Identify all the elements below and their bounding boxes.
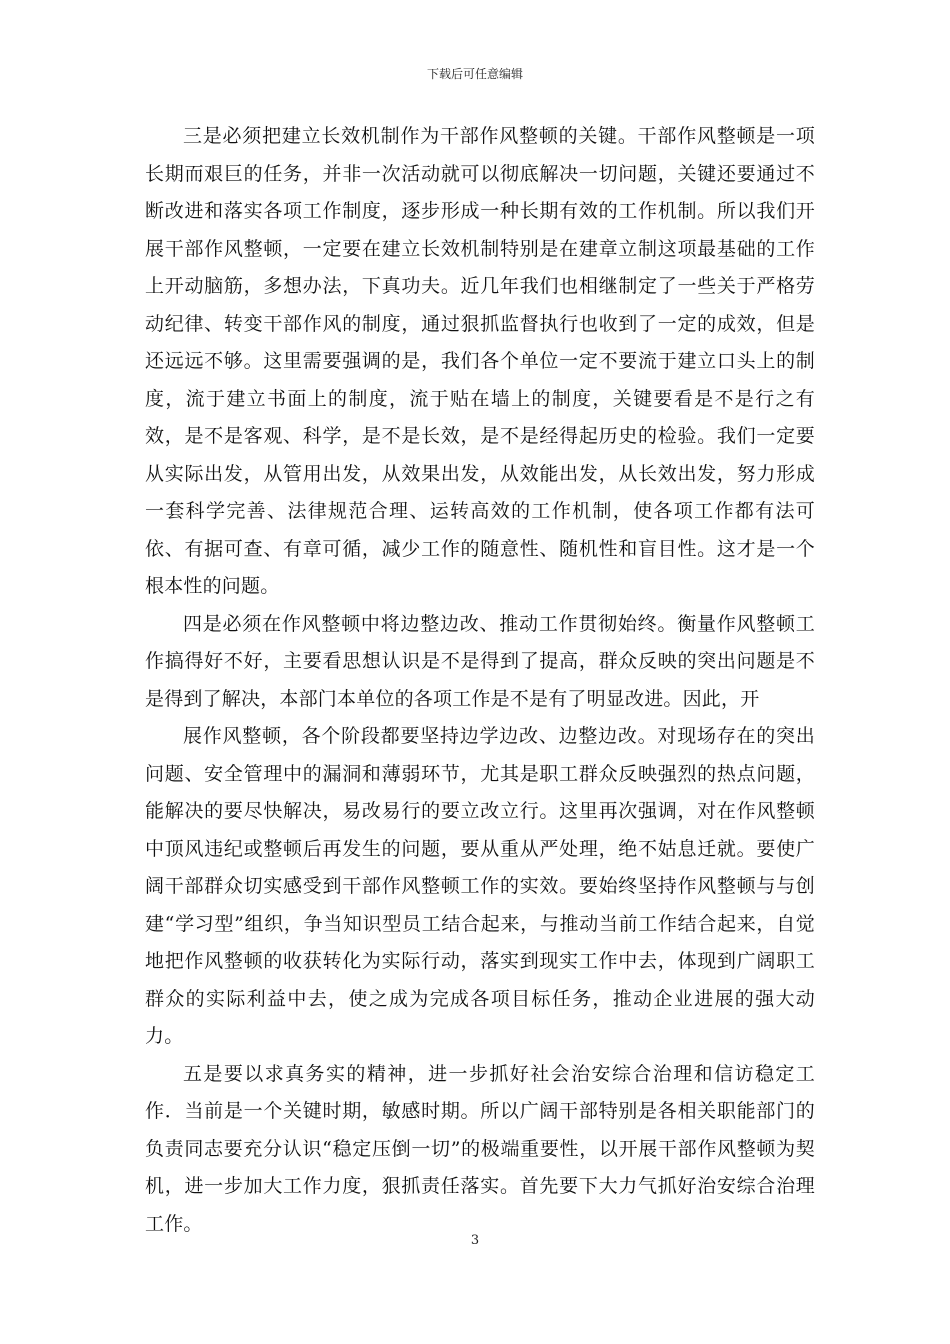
page-number: 3 xyxy=(470,1233,480,1248)
paragraph-2: 四是必须在作风整顿中将边整边改、推动工作贯彻始终。衡量作风整顿工作搞得好不好，主要看思想认识是不是得到了提高，群众反映的突出问题是不是得到了解决，本部门本单位的各项工作是不是有了明显改进。因此，开 xyxy=(145,612,815,710)
paragraph-1: 三是必须把建立长效机制作为干部作风整顿的关键。干部作风整顿是一项长期而艰巨的任务，并非一次活动就可以彻底解决一切问题，关键还要通过不断改进和落实各项工作制度，逐步形成一种长期有效的工作机制。所以我们开展干部作风整顿，一定要在建立长效机制特别是在建章立制这项最基础的工作上开动脑筋，多想办法，下真功夫。近几年我们也相继制定了一些关于严格劳动纪律、转变干部作风的制度，通过狠抓监督执行也收到了一定的成效，但是还远远不够。这里需要强调的是，我们各个单位一定不要流于建立口头上的制度，流于建立书面上的制度，流于贴在墙上的制度，关键要看是不是行之有效，是不是客观、科学，是不是长效，是不是经得起历史的检验。我们一定要从实际出发，从管用出发，从效果出发，从效能出发，从长效出发，努力形成一套科学完善、法律规范合理、运转高效的工作机制，使各项工作都有法可依、有据可查、有章可循，减少工作的随意性、随机性和盲目性。这才是一个根本性的问题。 xyxy=(145,125,815,597)
paragraph-4: 五是要以求真务实的精神，进一步抓好社会治安综合治理和信访稳定工作．当前是一个关键时期，敏感时期。所以广阔干部特别是各相关职能部门的负责同志要充分认识“稳定压倒一切”的极端重要性，以开展干部作风整顿为契机，进一步加大工作力度，狠抓责任落实。首先要下大力气抓好治安综合治理工作。 xyxy=(145,1062,815,1235)
page-header: 下载后可任意编辑 xyxy=(426,67,523,81)
paragraph-3: 展作风整顿，各个阶段都要坚持边学边改、边整边改。对现场存在的突出问题、安全管理中的漏洞和薄弱环节，尤其是职工群众反映强烈的热点问题，能解决的要尽快解决，易改易行的要立改立行。这里再次强调，对在作风整顿中顶风违纪或整顿后再发生的问题，要从重从严处理，绝不姑息迁就。要使广阔干部群众切实感受到干部作风整顿工作的实效。要始终坚持作风整顿与与创建“学习型”组织，争当知识型员工结合起来，与推动当前工作结合起来，自觉地把作风整顿的收获转化为实际行动，落实到现实工作中去，体现到广阔职工群众的实际利益中去，使之成为完成各项目标任务，推动企业进展的强大动力。 xyxy=(145,725,815,1047)
document-body xyxy=(145,118,815,1243)
